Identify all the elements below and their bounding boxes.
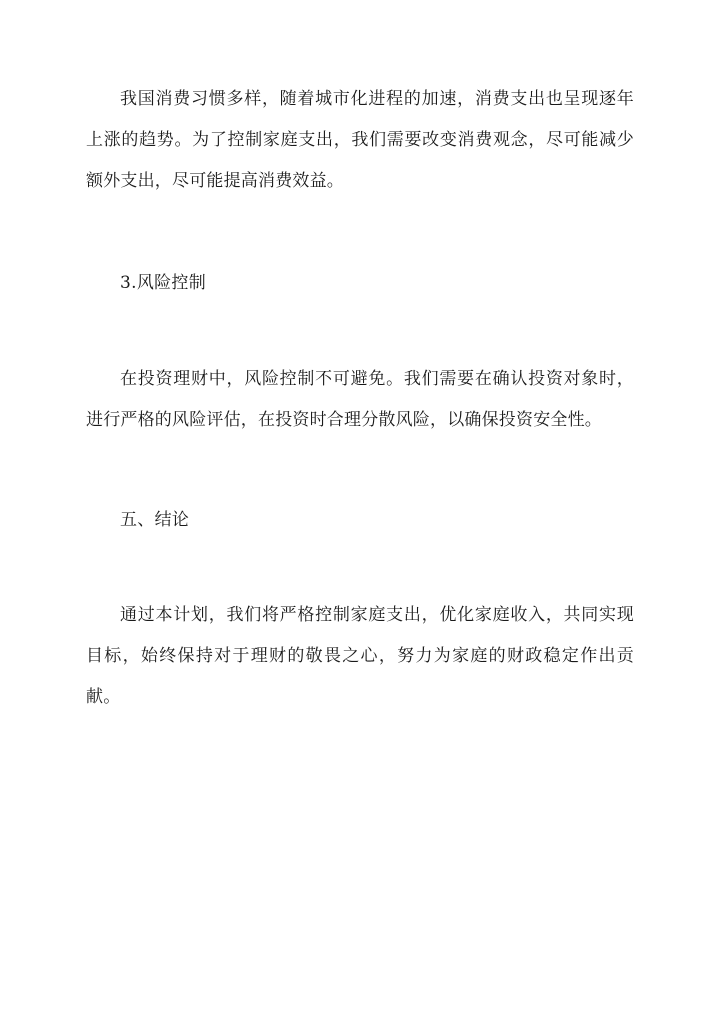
- paragraph-consumption: 我国消费习惯多样，随着城市化进程的加速，消费支出也呈现逐年上涨的趋势。为了控制家庭支出，我们需要改变消费观念，尽可能减少额外支出，尽可能提高消费效益。: [86, 89, 634, 191]
- heading-conclusion: 五、结论: [120, 510, 190, 530]
- paragraph-conclusion: 通过本计划，我们将严格控制家庭支出，优化家庭收入，共同实现目标，始终保持对于理财的敬畏之心，努力为家庭的财政稳定作出贡献。: [86, 605, 634, 707]
- heading-risk-control: 3.风险控制: [120, 273, 207, 293]
- paragraph-risk-control: 在投资理财中，风险控制不可避免。我们需要在确认投资对象时，进行严格的风险评估，在投资时合理分散风险，以确保投资安全性。: [86, 369, 634, 430]
